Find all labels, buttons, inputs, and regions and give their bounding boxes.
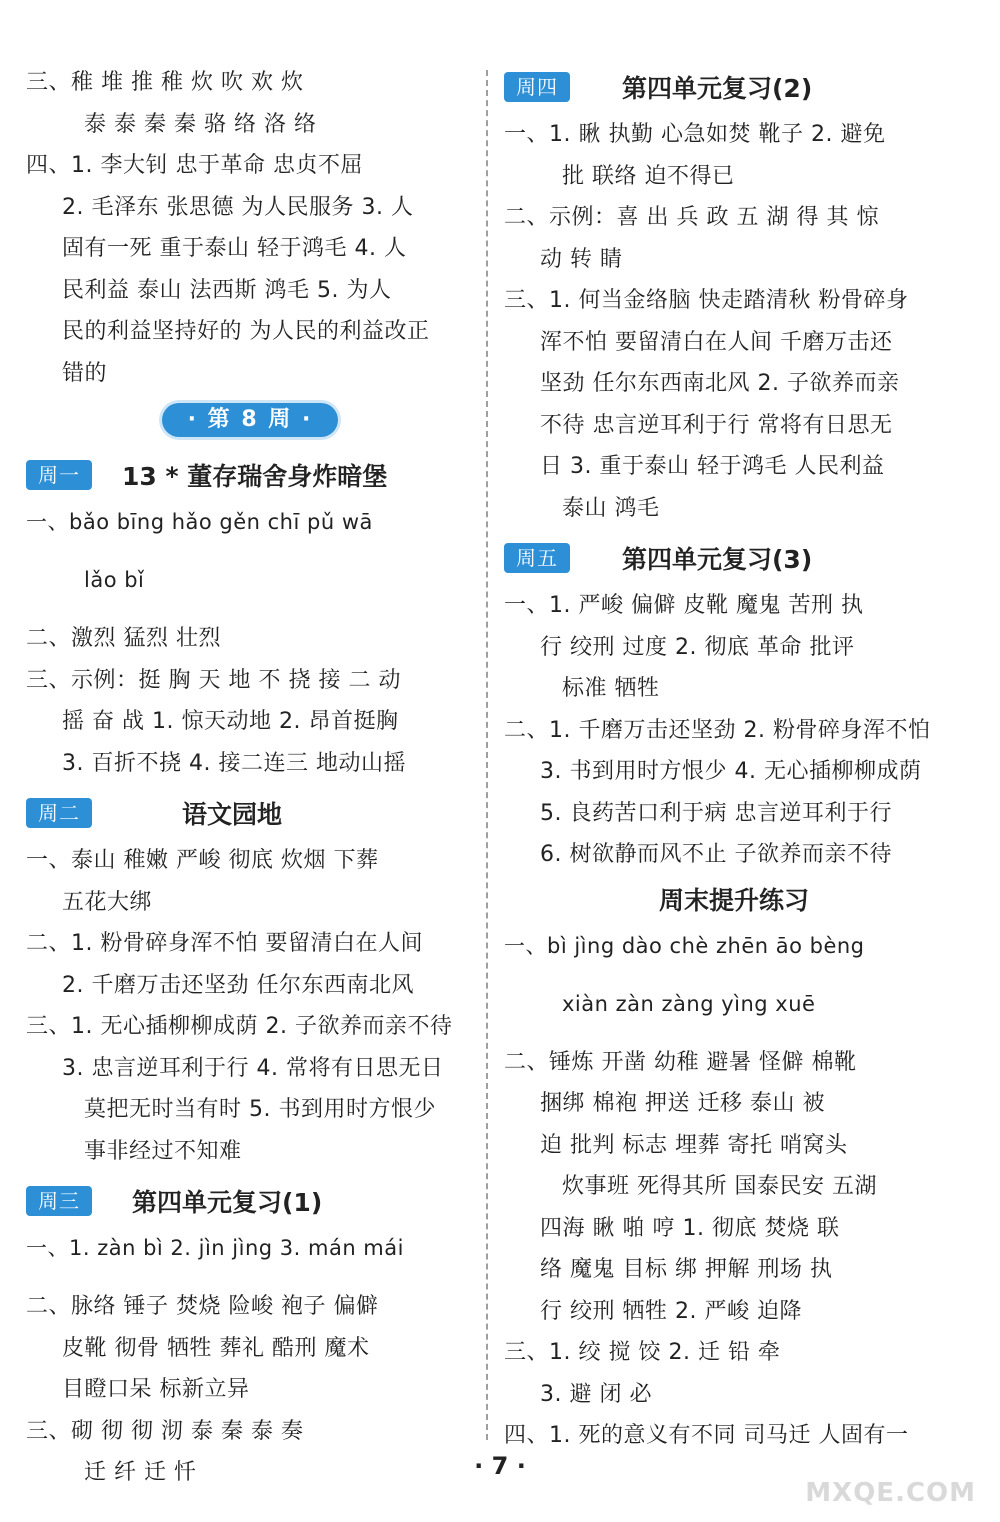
answer-line: 浑不怕 要留清白在人间 千磨万击还 (540, 329, 893, 355)
answer-line: 3. 忠言逆耳利于行 4. 常将有日思无日 (62, 1055, 444, 1081)
answer-line: 络 魔鬼 目标 绑 押解 刑场 执 (540, 1257, 833, 1282)
answer-line: 目瞪口呆 标新立异 (62, 1377, 250, 1402)
answer-line: 5. 良药苦口利于病 忠言逆耳利于行 (540, 800, 892, 826)
answer-line: 迁 纤 迁 忏 (84, 1460, 197, 1485)
pinyin-line: 一、1. zàn bì 2. jìn jìng 3. mán mái (26, 1236, 404, 1260)
answer-line: 二、脉络 锤子 焚烧 险峻 袍子 偏僻 (26, 1294, 379, 1319)
friday-header (504, 533, 964, 583)
answer-line: 泰山 鸿毛 (562, 495, 660, 521)
watermark: MXQE.COM (805, 1478, 976, 1508)
answer-line: 五花大绑 (62, 889, 153, 915)
answer-line: 泰 泰 秦 秦 骆 络 洛 络 (84, 111, 317, 137)
answer-line: 日 3. 重于泰山 轻于鸿毛 人民利益 (540, 454, 885, 479)
answer-line: 三、1. 无心插柳柳成荫 2. 子欲养而亲不待 (26, 1014, 453, 1039)
answer-line: 四、1. 李大钊 忠于革命 忠贞不屈 (26, 153, 363, 178)
answer-line: 二、锤炼 开凿 幼稚 避暑 怪僻 棉靴 (504, 1049, 857, 1075)
pinyin-line: lǎo bǐ (84, 568, 145, 592)
answer-line: 二、示例：喜 出 兵 政 五 湖 得 其 惊 (504, 205, 879, 230)
answer-line: 错的 (62, 360, 108, 386)
tuesday-header (26, 788, 474, 838)
answer-line: 3. 百折不挠 4. 接二连三 地动山摇 (62, 750, 406, 776)
section-title: 第四单元复习(3) (622, 545, 813, 574)
pinyin-line: 一、bì jìng dào chè zhēn āo bèng (504, 933, 865, 958)
answer-line: 三、1. 绞 搅 饺 2. 迁 铅 牵 (504, 1340, 781, 1365)
left-column (26, 62, 474, 1494)
answer-line: 二、1. 千磨万击还坚劲 2. 粉骨碎身浑不怕 (504, 717, 931, 743)
answer-line: 标准 牺牲 (562, 676, 660, 701)
day-badge: 周一 (26, 460, 92, 490)
answer-line: 民利益 泰山 法西斯 鸿毛 5. 为人 (62, 277, 392, 303)
pinyin-line: xiàn zàn zàng yìng xuē (562, 991, 816, 1016)
column-divider (486, 70, 488, 1440)
answer-line: 莫把无时当有时 5. 书到用时方恨少 (84, 1097, 436, 1122)
answer-line: 三、砌 彻 彻 沏 泰 秦 泰 奏 (26, 1418, 304, 1444)
day-badge: 周五 (504, 543, 570, 573)
answer-line: 一、1. 瞅 执勤 心急如焚 靴子 2. 避免 (504, 122, 886, 147)
answer-line: 动 转 睛 (540, 246, 623, 272)
answer-line: 三、1. 何当金络脑 快走踏清秋 粉骨碎身 (504, 288, 909, 313)
answer-line: 四海 瞅 啪 哼 1. 彻底 焚烧 联 (540, 1215, 840, 1241)
answer-line: 炊事班 死得其所 国泰民安 五湖 (562, 1174, 877, 1199)
answer-line: 一、1. 严峻 偏僻 皮靴 魔鬼 苦刑 执 (504, 593, 864, 618)
answer-line: 2. 千磨万击还坚劲 任尔东西南北风 (62, 972, 414, 998)
pinyin-line: 一、bǎo bīng hǎo gěn chī pǔ wā (26, 510, 373, 534)
answer-line: 行 绞刑 过度 2. 彻底 革命 批评 (540, 634, 855, 660)
week-banner: · 第 8 周 · (162, 403, 339, 437)
section-title: 语文园地 (182, 800, 283, 829)
section-title: 13 * 董存瑞舍身炸暗堡 (122, 462, 388, 491)
day-badge: 周三 (26, 1186, 92, 1216)
answer-line: 三、示例：挺 胸 天 地 不 挠 接 二 动 (26, 667, 401, 693)
answer-line: 坚劲 任尔东西南北风 2. 子欲养而亲 (540, 371, 900, 396)
wednesday-header (26, 1176, 474, 1226)
thursday-header (504, 62, 964, 112)
answer-line: 2. 毛泽东 张思德 为人民服务 3. 人 (62, 194, 414, 220)
week-banner-row (26, 394, 474, 446)
answer-line: 6. 树欲静而风不止 子欲养而亲不待 (540, 842, 892, 867)
answer-line: 3. 书到用时方恨少 4. 无心插柳柳成荫 (540, 759, 922, 784)
day-badge: 周四 (504, 72, 570, 102)
answer-line: 3. 避 闭 必 (540, 1381, 652, 1407)
answer-line: 摇 奋 战 1. 惊天动地 2. 昂首挺胸 (62, 709, 399, 734)
answer-line: 二、1. 粉骨碎身浑不怕 要留清白在人间 (26, 931, 423, 956)
page-number: · 7 · (474, 1452, 526, 1480)
answer-line: 固有一死 重于泰山 轻于鸿毛 4. 人 (62, 236, 407, 261)
answer-line: 行 绞刑 牺牲 2. 严峻 迫降 (540, 1298, 802, 1324)
answer-line: 不待 忠言逆耳利于行 常将有日思无 (540, 412, 893, 438)
answer-line: 批 联络 迫不得已 (562, 163, 735, 189)
section-title: 第四单元复习(2) (622, 74, 813, 103)
answer-line: 捆绑 棉袍 押送 迁移 泰山 被 (540, 1091, 825, 1116)
day-badge: 周二 (26, 798, 92, 828)
answer-line: 三、稚 堆 推 稚 炊 吹 欢 炊 (26, 70, 304, 95)
answer-line: 四、1. 死的意义有不同 司马迁 人固有一 (504, 1423, 909, 1448)
answer-line: 二、激烈 猛烈 壮烈 (26, 626, 221, 651)
answer-line: 事非经过不知难 (84, 1138, 242, 1164)
monday-header (26, 450, 474, 500)
weekend-title: 周末提升练习 (658, 885, 809, 915)
answer-line: 民的利益坚持好的 为人民的利益改正 (62, 319, 430, 344)
answer-line: 一、泰山 稚嫩 严峻 彻底 炊烟 下葬 (26, 848, 379, 873)
answer-line: 皮靴 彻骨 牺牲 葬礼 酷刑 魔术 (62, 1335, 370, 1361)
answer-line: 迫 批判 标志 埋葬 寄托 哨窝头 (540, 1132, 848, 1158)
section-title: 第四单元复习(1) (132, 1188, 323, 1217)
right-column (504, 62, 964, 1457)
